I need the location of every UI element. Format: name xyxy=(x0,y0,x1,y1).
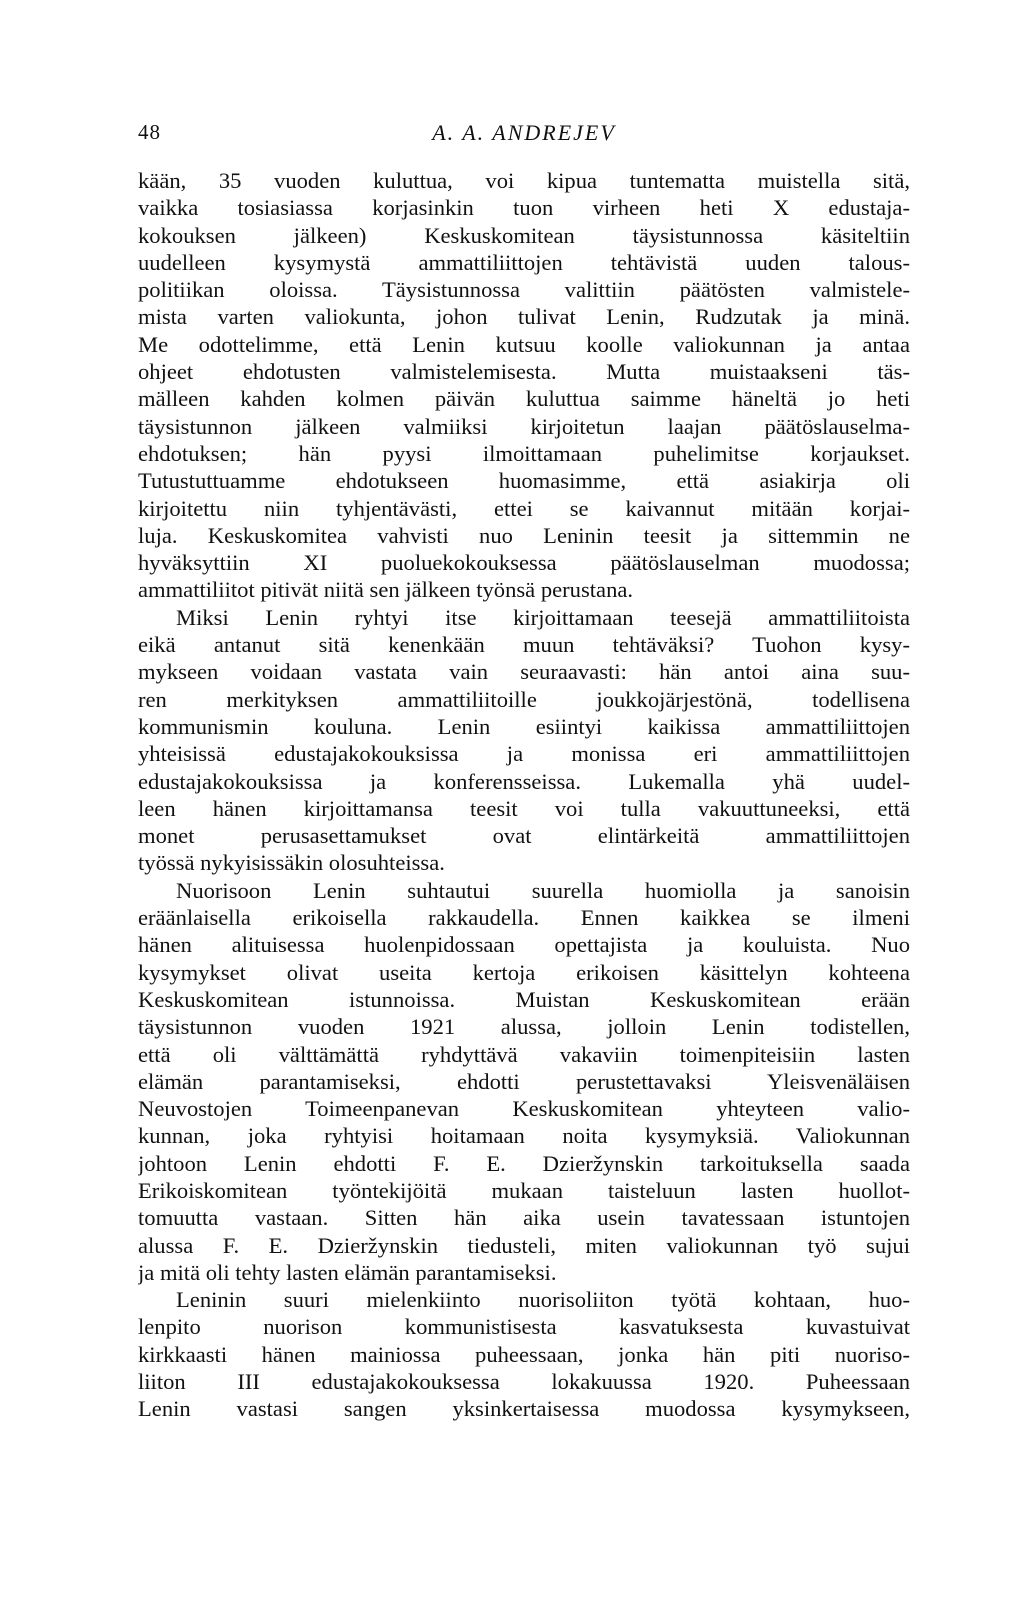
body-text xyxy=(138,167,910,1423)
paragraph xyxy=(138,167,910,604)
text-line: Miksi Lenin ryhtyi itse kirjoittamaan teesejä ammattiliitoista xyxy=(176,604,910,630)
text-line: eikä antanut sitä kenenkään muun tehtäväksi? Tuohon kysy- xyxy=(138,632,910,658)
text-line: Keskuskomitean istunnoissa. Muistan Keskuskomitean erään xyxy=(138,986,910,1012)
text-line: ohjeet ehdotusten valmistelemisesta. Mutta muistaakseni täs- xyxy=(138,359,910,385)
running-head xyxy=(138,120,910,150)
text-line: täysistunnon jälkeen valmiiksi kirjoitetun laajan päätöslauselma- xyxy=(138,413,910,439)
text-line: hyväksyttiin XI puoluekokouksessa päätöslauselman muodossa; xyxy=(138,550,910,576)
text-line: että oli välttämättä ryhdyttävä vakaviin toimenpiteisiin lasten xyxy=(138,1041,910,1067)
text-line: ammattiliitot pitivät niitä sen jälkeen työnsä perustana. xyxy=(138,577,634,603)
text-line: kysymykset olivat useita kertoja erikoisen käsittelyn kohteena xyxy=(138,959,910,985)
text-line: tomuutta vastaan. Sitten hän aika usein tavatessaan istuntojen xyxy=(138,1205,910,1231)
header-title: A. A. ANDREJEV xyxy=(432,120,616,145)
text-line: kommunismin kouluna. Lenin esiintyi kaikissa ammattiliittojen xyxy=(138,713,910,739)
text-line: hänen alituisessa huolenpidossaan opettajista ja kouluista. Nuo xyxy=(138,932,910,958)
text-line: ren merkityksen ammattiliitoille joukkojärjestönä, todellisena xyxy=(138,686,910,712)
text-line: johtoon Lenin ehdotti F. E. Dzieržynskin tarkoituksella saada xyxy=(138,1150,910,1176)
text-line: vaikka tosiasiassa korjasinkin tuon virheen heti X edustaja- xyxy=(138,195,910,221)
text-line: elämän parantamiseksi, ehdotti perustettavaksi Yleisvenäläisen xyxy=(138,1068,910,1094)
text-line: Me odottelimme, että Lenin kutsuu koolle valiokunnan ja antaa xyxy=(138,331,910,357)
text-line: Nuorisoon Lenin suhtautui suurella huomiolla ja sanoisin xyxy=(176,877,910,903)
text-line: uudelleen kysymystä ammattiliittojen tehtävistä uuden talous- xyxy=(138,249,910,275)
text-line: Tutustuttuamme ehdotukseen huomasimme, että asiakirja oli xyxy=(138,468,910,494)
text-line: ja mitä oli tehty lasten elämän parantamiseksi. xyxy=(138,1259,557,1285)
paragraph xyxy=(138,1286,910,1422)
text-line: kokouksen jälkeen) Keskuskomitean täysistunnossa käsiteltiin xyxy=(138,222,910,248)
text-line: liiton III edustajakokouksessa lokakuussa 1920. Puheessaan xyxy=(138,1369,910,1395)
text-line: eräänlaisella erikoisella rakkaudella. Ennen kaikkea se ilmeni xyxy=(138,905,910,931)
text-line: edustajakokouksissa ja konferensseissa. Lukemalla yhä uudel- xyxy=(138,768,910,794)
paragraph xyxy=(138,604,910,877)
text-line: lenpito nuorison kommunistisesta kasvatuksesta kuvastuivat xyxy=(138,1314,910,1340)
text-line: alussa F. E. Dzieržynskin tiedusteli, miten valiokunnan työ sujui xyxy=(138,1232,910,1258)
text-line: kirkkaasti hänen mainiossa puheessaan, jonka hän piti nuoriso- xyxy=(138,1341,910,1367)
text-line: ehdotuksen; hän pyysi ilmoittamaan puhelimitse korjaukset. xyxy=(138,440,910,466)
text-line: kunnan, joka ryhtyisi hoitamaan noita kysymyksiä. Valiokunnan xyxy=(138,1123,910,1149)
text-line: yhteisissä edustajakokouksissa ja monissa eri ammattiliittojen xyxy=(138,741,910,767)
paragraph xyxy=(138,877,910,1286)
text-line: Neuvostojen Toimeenpanevan Keskuskomitean yhteyteen valio- xyxy=(138,1096,910,1122)
text-line: leen hänen kirjoittamansa teesit voi tulla vakuuttuneeksi, että xyxy=(138,795,910,821)
text-line: työssä nykyisissäkin olosuhteissa. xyxy=(138,850,445,876)
text-line: mykseen voidaan vastata vain seuraavasti: hän antoi aina suu- xyxy=(138,659,910,685)
text-line: Lenin vastasi sangen yksinkertaisessa muodossa kysymykseen, xyxy=(138,1396,910,1422)
text-line: luja. Keskuskomitea vahvisti nuo Leninin teesit ja sittemmin ne xyxy=(138,522,910,548)
text-line: monet perusasettamukset ovat elintärkeitä ammattiliittojen xyxy=(138,823,910,849)
text-line: politiikan oloissa. Täysistunnossa valittiin päätösten valmistele- xyxy=(138,277,910,303)
text-line: täysistunnon vuoden 1921 alussa, jolloin Lenin todistellen, xyxy=(138,1014,910,1040)
text-line: kään, 35 vuoden kuluttua, voi kipua tuntematta muistella sitä, xyxy=(138,168,910,193)
text-line: mista varten valiokunta, johon tulivat Lenin, Rudzutak ja minä. xyxy=(138,304,910,330)
page-number: 48 xyxy=(138,120,161,144)
text-line: kirjoitettu niin tyhjentävästi, ettei se kaivannut mitään korjai- xyxy=(138,495,910,521)
text-line: Erikoiskomitean työntekijöitä mukaan taisteluun lasten huollot- xyxy=(138,1177,910,1203)
text-line: mälleen kahden kolmen päivän kuluttua saimme häneltä jo heti xyxy=(138,386,910,412)
text-line: Leninin suuri mielenkiinto nuorisoliiton työtä kohtaan, huo- xyxy=(176,1287,910,1313)
